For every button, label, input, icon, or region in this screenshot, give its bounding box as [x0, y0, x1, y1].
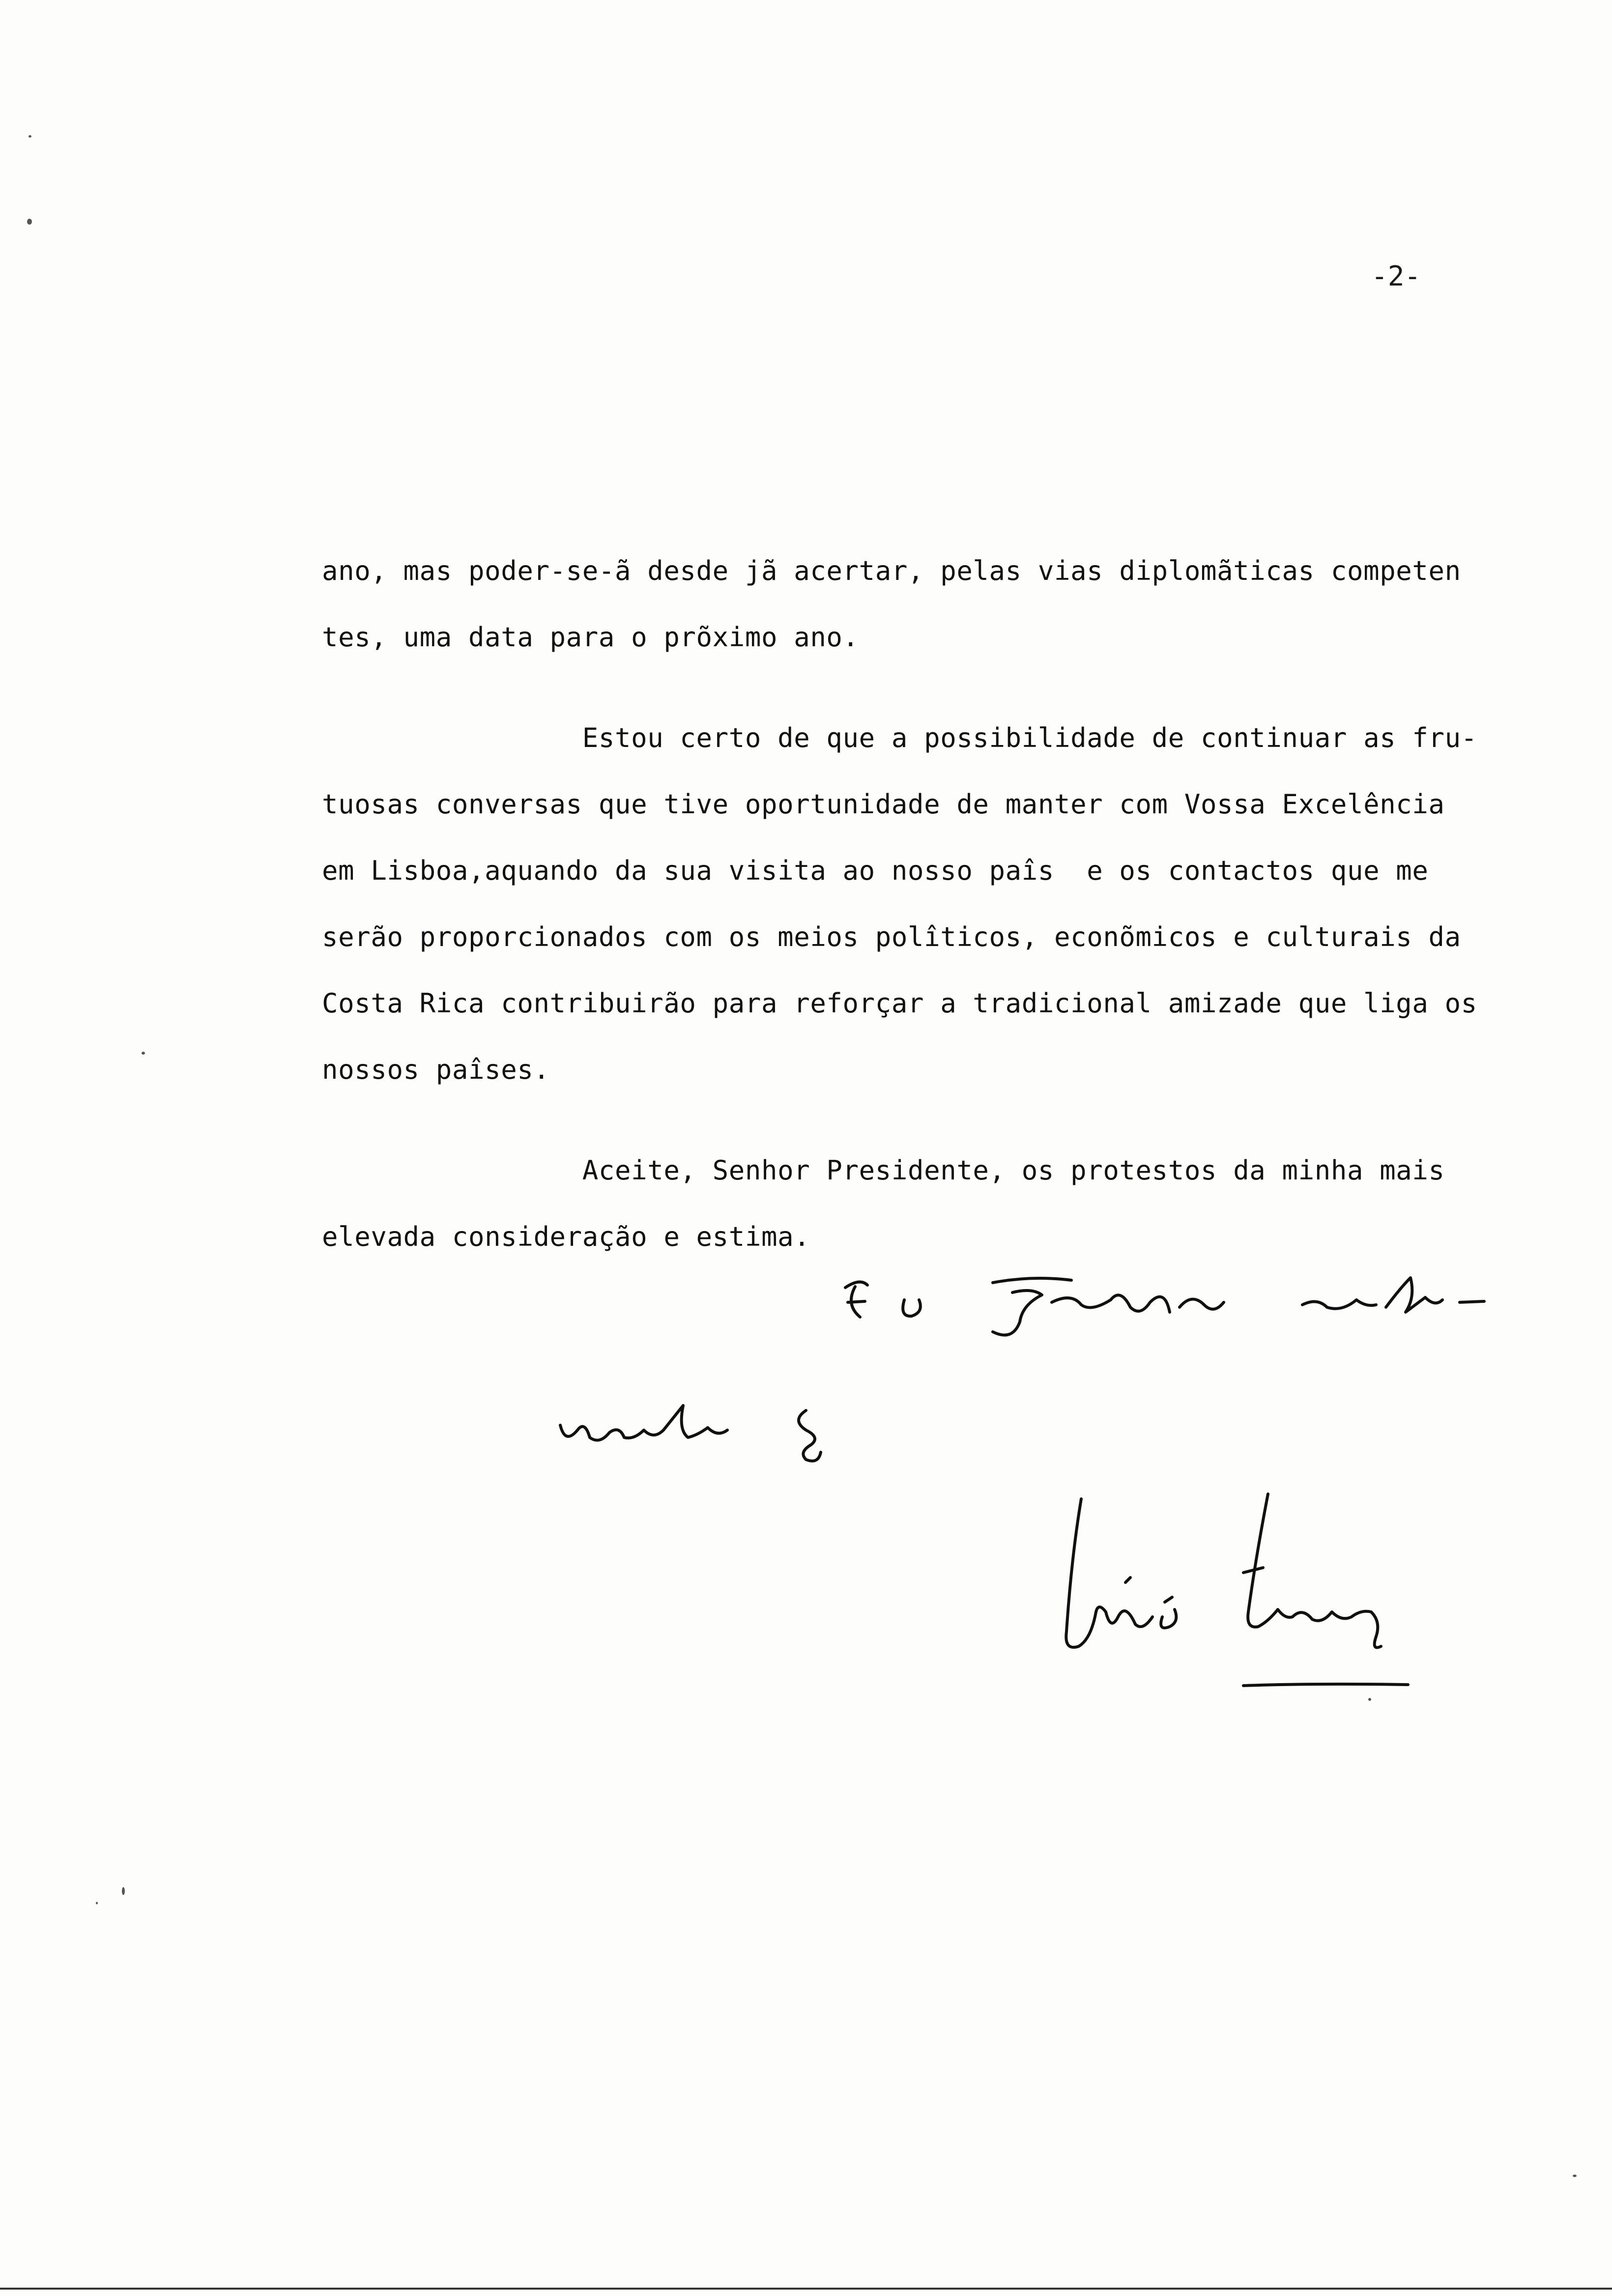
scan-speck — [122, 1887, 125, 1895]
handwritten-closing-line-1 — [826, 1258, 1514, 1351]
bottom-edge-line — [0, 2288, 1612, 2290]
body-line: serão proporcionados com os meios polîticos, econõmicos e culturais da — [322, 921, 1461, 952]
body-line: tuosas conversas que tive oportunidade de manter com Vossa Excelência — [322, 789, 1445, 820]
body-line: Aceite, Senhor Presidente, os protestos da minha mais — [322, 1155, 1445, 1186]
body-line: Costa Rica contribuirão para reforçar a tradicional amizade que liga os — [322, 988, 1477, 1019]
signature — [1037, 1484, 1430, 1700]
handwritten-closing-line-2 — [550, 1391, 894, 1464]
scan-speck — [96, 1902, 98, 1904]
body-line: em Lisboa,aquando da sua visita ao nosso paîs e os contactos que me — [322, 855, 1429, 886]
body-line: nossos paîses. — [322, 1054, 550, 1085]
body-line: elevada consideração e estima. — [322, 1221, 810, 1252]
scan-speck — [29, 135, 31, 138]
scan-speck — [1368, 1698, 1371, 1701]
scan-speck — [1573, 2175, 1577, 2177]
body-line: ano, mas poder-se-ã desde jã acertar, pelas vias diplomãticas competen — [322, 555, 1461, 586]
scan-speck — [142, 1052, 145, 1055]
page-number: -2- — [1371, 260, 1421, 292]
body-line: Estou certo de que a possibilidade de continuar as fru- — [322, 722, 1477, 753]
body-line: tes, uma data para o prõximo ano. — [322, 622, 859, 653]
scan-speck — [27, 219, 32, 225]
